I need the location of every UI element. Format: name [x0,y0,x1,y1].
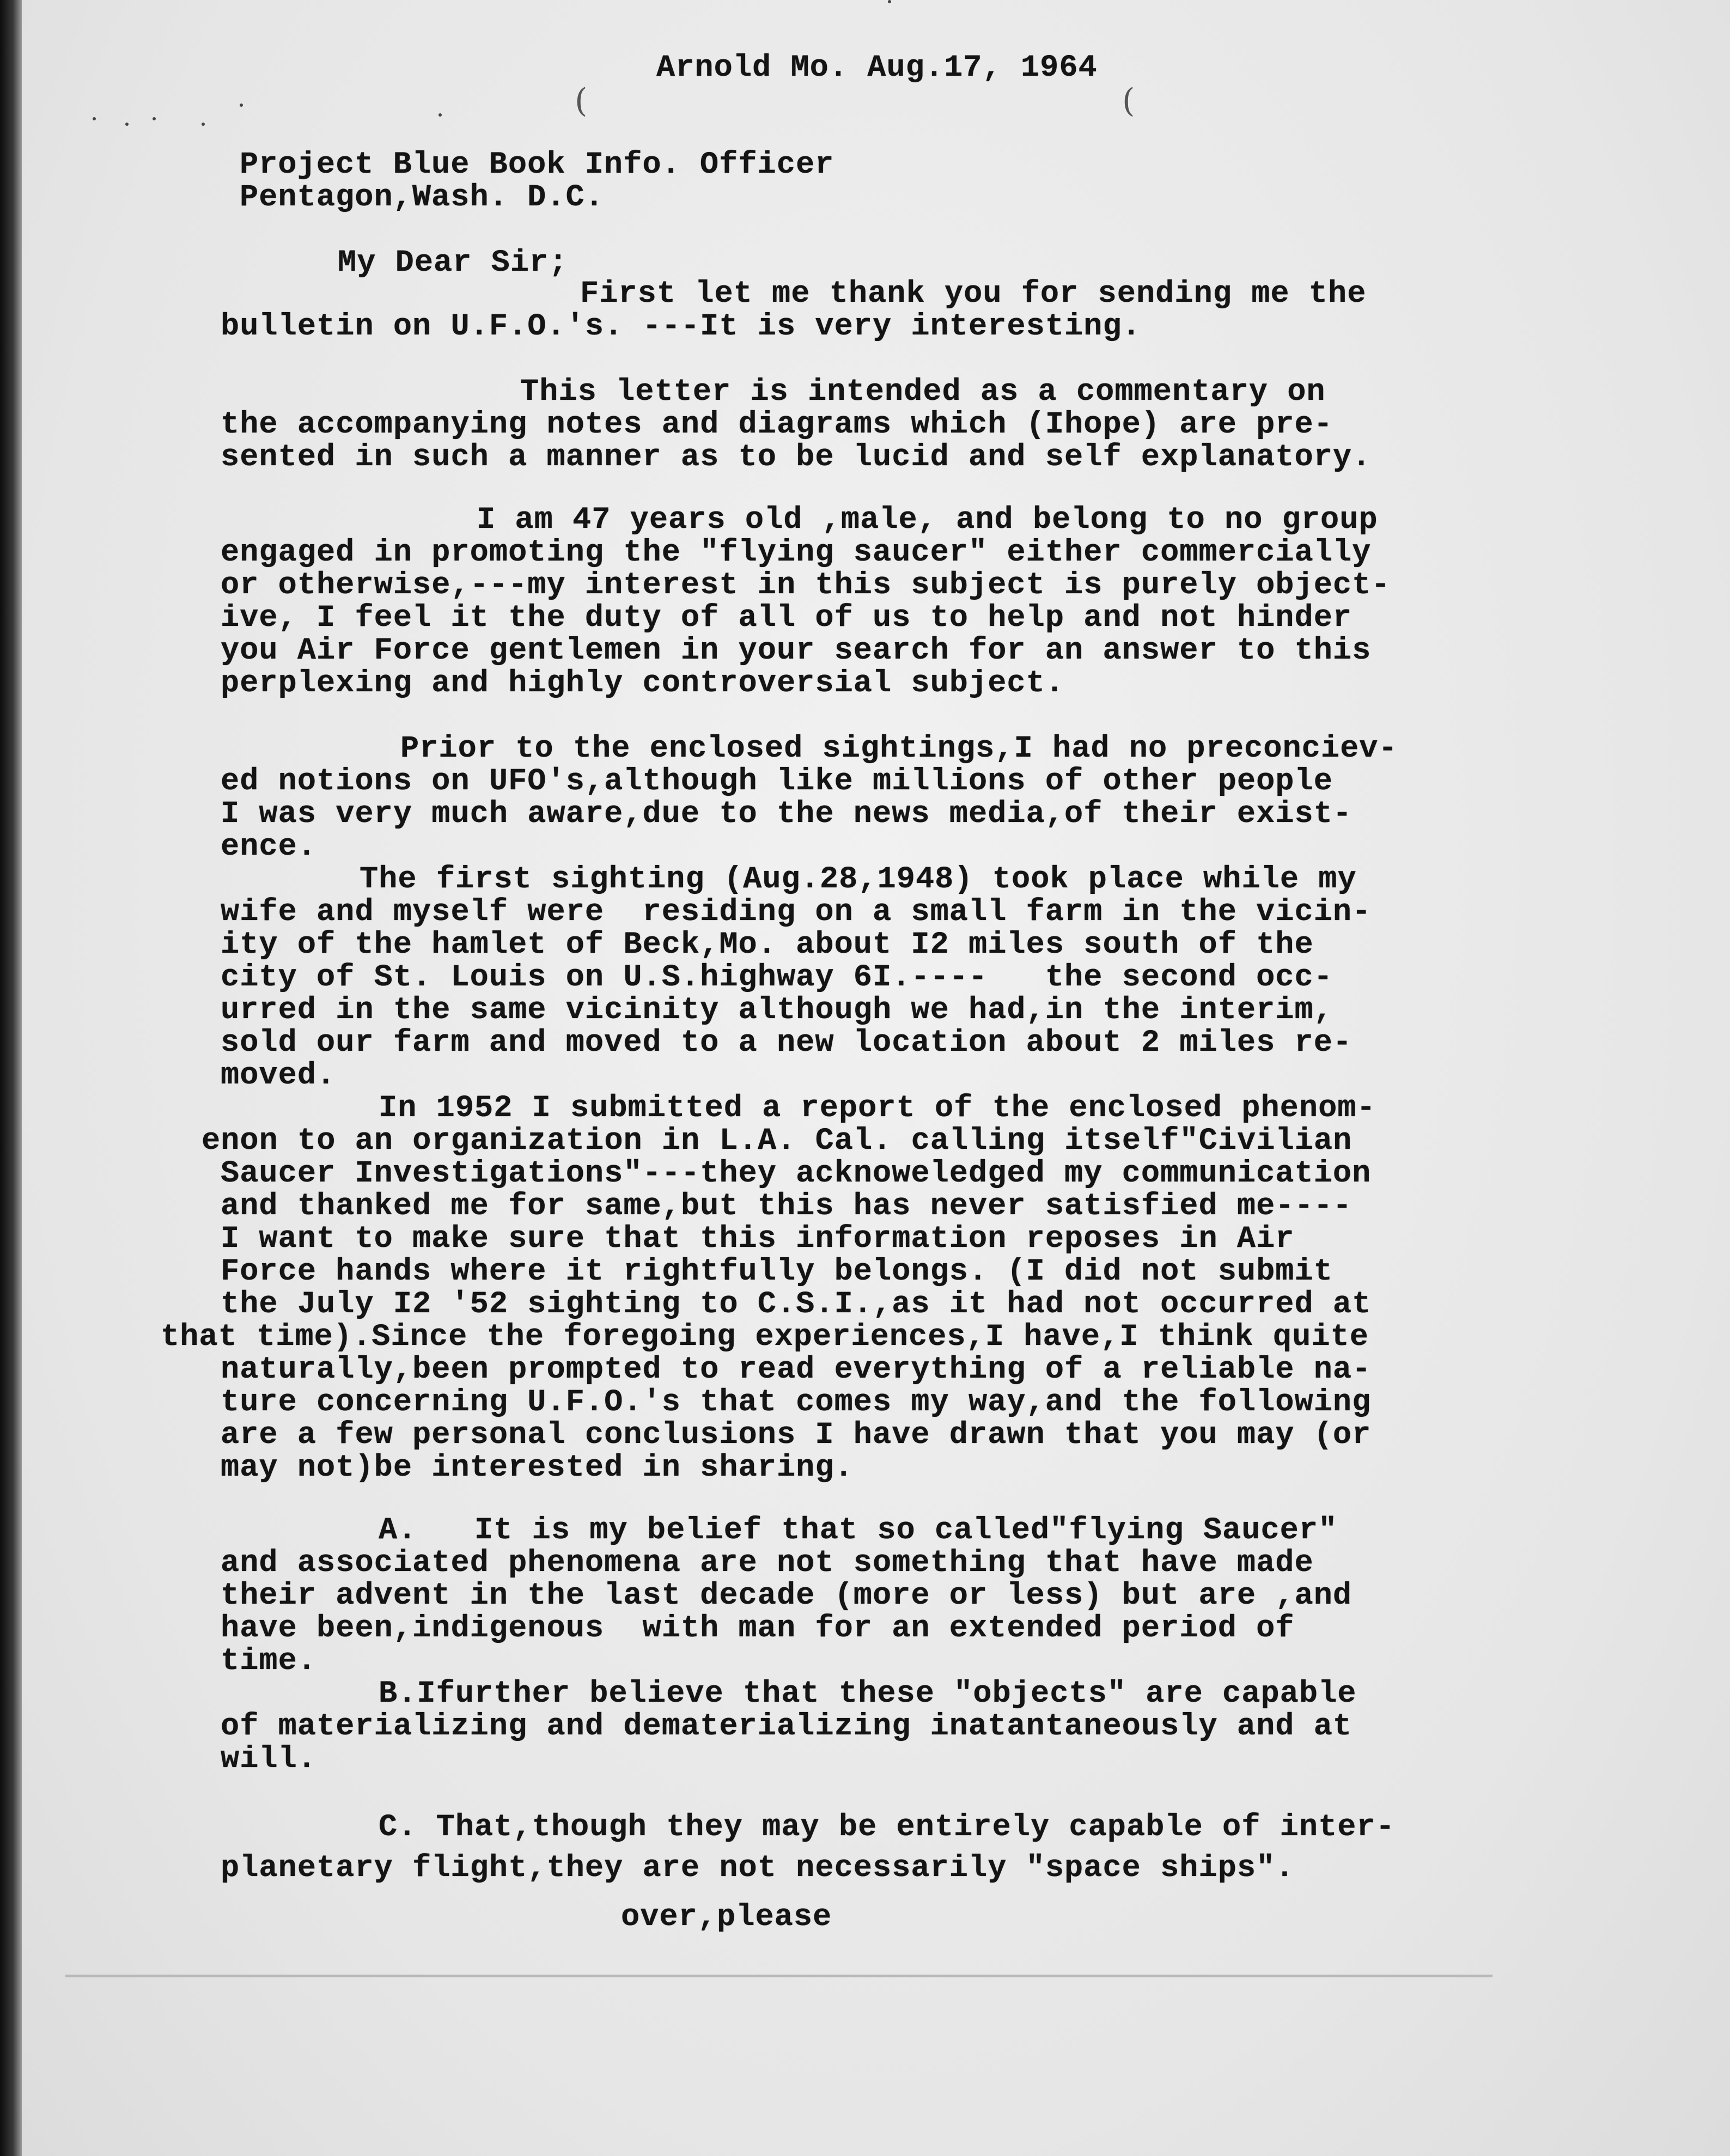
paragraph-line: ence. [221,830,317,864]
letter-date-header: Arnold Mo. Aug.17, 1964 [656,51,1098,86]
recipient-line: Pentagon,Wash. D.C. [240,180,604,215]
paragraph-line: have been,indigenous with man for an extended period of [221,1611,1295,1646]
paragraph-line: The first sighting (Aug.28,1948) took place while my [360,862,1357,897]
paragraph-line: This letter is intended as a commentary on [520,375,1326,410]
paragraph-line: perplexing and highly controversial subject. [221,666,1065,701]
paragraph-line: ity of the hamlet of Beck,Mo. about I2 miles south of the [221,928,1314,963]
paragraph-line: that time).Since the foregoing experiences,I have,I think quite [161,1320,1369,1355]
paragraph-line: time. [221,1644,317,1679]
paragraph-line: First let me thank you for sending me the [580,277,1367,312]
paragraph-line: engaged in promoting the "flying saucer" either commercially [221,535,1372,570]
paragraph-line: and associated phenomena are not something that have made [221,1546,1314,1581]
paragraph-line: the accompanying notes and diagrams which (Ihope) are pre- [221,407,1333,442]
paragraph-line: In 1952 I submitted a report of the enclosed phenom- [379,1091,1376,1126]
paragraph-line: B.Ifurther believe that these "objects" are capable [379,1677,1357,1712]
paragraph-line: ed notions on UFO's,although like millions of other people [221,764,1333,799]
paragraph-line: the July I2 '52 sighting to C.S.I.,as it had not occurred at [221,1287,1372,1322]
stray-paren-right: ( [1122,82,1135,120]
paragraph-line: sold our farm and moved to a new location about 2 miles re- [221,1026,1353,1061]
speck [240,103,243,107]
paragraph-line: planetary flight,they are not necessarily "space ships". [221,1851,1295,1886]
stray-paren-left: ( [575,82,588,120]
speck [93,117,96,120]
paragraph-line: A. It is my belief that so called"flying Saucer" [379,1513,1338,1548]
paragraph-line: C. That,though they may be entirely capable of inter- [379,1810,1395,1845]
speck [888,0,891,3]
paragraph-line: I was very much aware,due to the news media,of their exist- [221,797,1353,832]
bottom-rule [65,1975,1493,1977]
speck [153,117,156,120]
speck [202,123,205,126]
paragraph-line: Force hands where it rightfully belongs. (I did not submit [221,1254,1333,1289]
paragraph-line: ture concerning U.F.O.'s that comes my way,and the following [221,1385,1372,1420]
paragraph-line: I want to make sure that this information reposes in Air [221,1222,1295,1257]
paragraph-line: Saucer Investigations"---they acknoweledged my communication [221,1156,1372,1191]
recipient-line: Project Blue Book Info. Officer [240,148,834,182]
paragraph-line: will. [221,1742,317,1777]
paragraph-line: you Air Force gentlemen in your search for an answer to this [221,634,1372,668]
scan-left-edge [0,0,22,2156]
salutation: My Dear Sir; [338,246,568,281]
paragraph-line: wife and myself were residing on a small farm in the vicin- [221,895,1372,930]
paragraph-line: may not)be interested in sharing. [221,1451,854,1485]
paragraph-line: urred in the same vicinity although we had,in the interim, [221,993,1333,1028]
speck [438,113,442,117]
paragraph-line: of materializing and dematerializing inatantaneously and at [221,1709,1353,1744]
paragraph-line: moved. [221,1058,336,1093]
paragraph-line: sented in such a manner as to be lucid and self explanatory. [221,440,1372,475]
paragraph-line: city of St. Louis on U.S.highway 6I.---- the second occ- [221,960,1333,995]
paragraph-line: I am 47 years old ,male, and belong to no group [477,503,1378,538]
paragraph-line: naturally,been prompted to read everything of a reliable na- [221,1353,1372,1387]
paragraph-line: bulletin on U.F.O.'s. ---It is very interesting. [221,309,1141,344]
paragraph-line: or otherwise,---my interest in this subject is purely object- [221,568,1391,603]
paragraph-line: Prior to the enclosed sightings,I had no preconciev- [400,732,1398,766]
speck [125,123,129,126]
paragraph-line: ive, I feel it the duty of all of us to help and not hinder [221,601,1353,636]
paragraph-line: and thanked me for same,but this has never satisfied me---- [221,1189,1353,1224]
paragraph-line: their advent in the last decade (more or less) but are ,and [221,1579,1353,1613]
paragraph-line: are a few personal conclusions I have drawn that you may (or [221,1418,1372,1453]
page-footer-over-please: over,please [621,1900,832,1935]
paragraph-line: enon to an organization in L.A. Cal. calling itself"Civilian [202,1124,1353,1159]
